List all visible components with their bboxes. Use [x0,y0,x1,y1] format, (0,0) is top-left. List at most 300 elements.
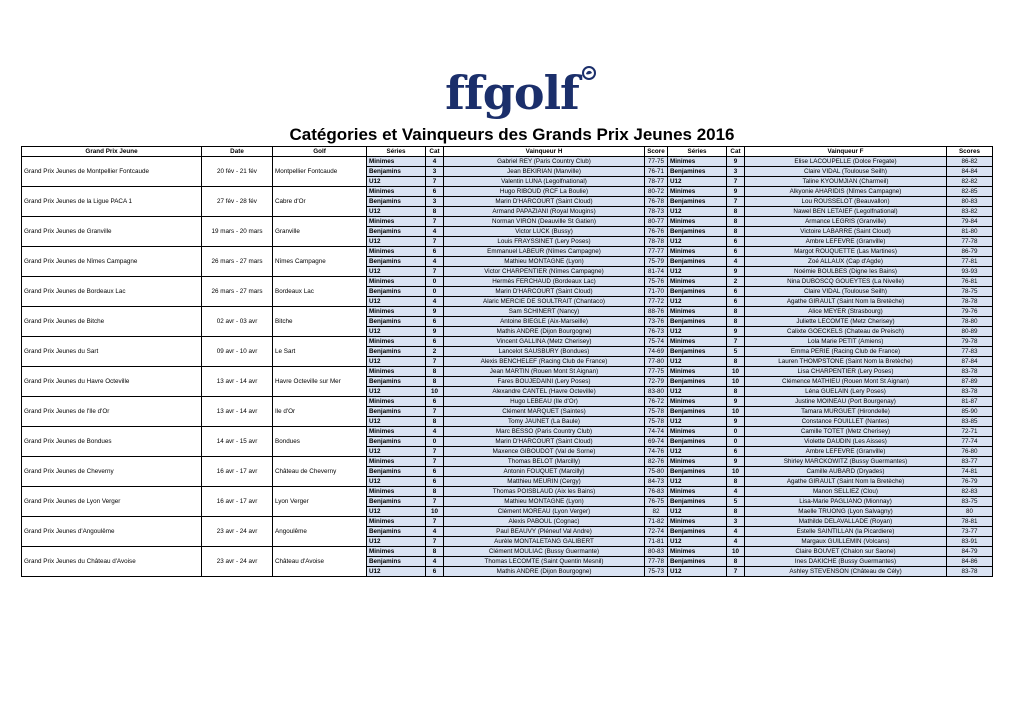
cat-h: 6 [426,397,444,407]
series-h: Minimes [367,397,426,407]
cat-f: 6 [727,297,745,307]
cat-h: 4 [426,257,444,267]
winner-h: Paul BEAUVY (Pléneuf Val Andre) [444,527,645,537]
series-h: U12 [367,447,426,457]
winner-h: Marc BESSO (Paris Country Club) [444,427,645,437]
series-f: Minimes [668,547,727,557]
event-date: 19 mars - 20 mars [202,217,273,247]
winner-f: Lou ROUSSELOT (Beauvallon) [745,197,947,207]
grand-prix-name: Grand Prix Jeunes du Sart [22,337,202,367]
cat-h: 4 [426,157,444,167]
header-cell: Vainqueur H [444,147,645,157]
series-f: U12 [668,387,727,397]
golf-course: Ile d'Or [273,397,367,427]
winner-f: Noémie BOULBES (Digne les Bains) [745,267,947,277]
score-h: 78-73 [645,207,668,217]
score-f: 82-82 [947,177,993,187]
score-h: 76-71 [645,167,668,177]
score-h: 77-80 [645,357,668,367]
winner-f: Mathilde DELAVALLADE (Royan) [745,517,947,527]
grand-prix-name: Grand Prix Jeunes du Havre Octeville [22,367,202,397]
score-f: 83-85 [947,417,993,427]
winner-h: Hugo LEBEAU (Ile d'Or) [444,397,645,407]
event-date: 13 avr - 14 avr [202,367,273,397]
score-f: 85-90 [947,407,993,417]
cat-h: 7 [426,457,444,467]
cat-h: 7 [426,177,444,187]
cat-f: 10 [727,377,745,387]
golf-course: Château de Cheverny [273,457,367,487]
series-h: Benjamins [367,527,426,537]
winner-f: Constance FOUILLET (Nantes) [745,417,947,427]
score-h: 72-79 [645,377,668,387]
winner-f: Manon SELLIEZ (Clou) [745,487,947,497]
score-h: 75-76 [645,277,668,287]
series-f: Benjamines [668,527,727,537]
golf-course: Bondues [273,427,367,457]
series-h: Minimes [367,517,426,527]
golf-course: Havre Octeville sur Mer [273,367,367,397]
cat-h: 7 [426,237,444,247]
series-f: U12 [668,207,727,217]
winner-h: Maxence GIBOUDOT (Val de Sorne) [444,447,645,457]
winner-h: Gabriel REY (Paris Country Club) [444,157,645,167]
cat-f: 0 [727,437,745,447]
score-f: 76-80 [947,447,993,457]
event-date: 13 avr - 14 avr [202,397,273,427]
cat-f: 4 [727,257,745,267]
series-h: Benjamins [367,317,426,327]
cat-f: 3 [727,517,745,527]
series-f: U12 [668,297,727,307]
series-h: U12 [367,417,426,427]
cat-f: 7 [727,197,745,207]
series-f: Benjamines [668,437,727,447]
event-date: 27 fév - 28 fév [202,187,273,217]
event-date: 26 mars - 27 mars [202,247,273,277]
series-f: Minimes [668,367,727,377]
winner-f: Lisa-Marie PAGLIANO (Mionnay) [745,497,947,507]
cat-f: 5 [727,497,745,507]
series-f: U12 [668,177,727,187]
winner-f: Ambre LEFEVRE (Granville) [745,447,947,457]
series-f: Minimes [668,457,727,467]
score-h: 77-78 [645,557,668,567]
winner-f: Agathe GIRAULT (Saint Nom la Bretèche) [745,477,947,487]
table-row [22,277,993,287]
series-f: Benjamines [668,257,727,267]
cat-h: 7 [426,537,444,547]
table-row [22,547,993,557]
winner-f: Camille TOTET (Metz Cherisey) [745,427,947,437]
series-f: U12 [668,537,727,547]
winner-h: Thomas POISBLAUD (Aix les Bains) [444,487,645,497]
series-h: Benjamins [367,227,426,237]
series-h: Benjamins [367,347,426,357]
golf-course: Bitche [273,307,367,337]
score-h: 76-83 [645,487,668,497]
score-h: 75-78 [645,417,668,427]
score-h: 76-78 [645,197,668,207]
score-f: 83-78 [947,387,993,397]
event-date: 23 avr - 24 avr [202,547,273,577]
series-h: Minimes [367,547,426,557]
cat-f: 10 [727,547,745,557]
cat-f: 8 [727,507,745,517]
winner-f: Tamara MURGUET (Hirondelle) [745,407,947,417]
logo-leaf-icon [581,65,597,81]
series-f: Benjamines [668,377,727,387]
cat-h: 8 [426,207,444,217]
series-h: Minimes [367,277,426,287]
winner-f: Agathe GIRAULT (Saint Nom la Bretèche) [745,297,947,307]
winner-h: Thomas BELOT (Marcilly) [444,457,645,467]
score-h: 73-76 [645,317,668,327]
series-h: Benjamins [367,557,426,567]
winner-h: Sam SCHINERT (Nancy) [444,307,645,317]
winner-h: Vincent GALLINA (Metz Cherisey) [444,337,645,347]
cat-h: 8 [426,547,444,557]
cat-h: 6 [426,337,444,347]
series-f: Minimes [668,277,727,287]
header-cell: Score [645,147,668,157]
header-cell: Séries [367,147,426,157]
score-f: 83-91 [947,537,993,547]
golf-course: Le Sart [273,337,367,367]
cat-f: 8 [727,307,745,317]
cat-f: 5 [727,347,745,357]
score-f: 87-84 [947,357,993,367]
cat-h: 6 [426,247,444,257]
score-f: 76-79 [947,477,993,487]
winner-h: Alexis PABOUL (Cognac) [444,517,645,527]
score-f: 82-85 [947,187,993,197]
cat-h: 3 [426,197,444,207]
winner-h: Clément MOREAU (Lyon Verger) [444,507,645,517]
series-f: Minimes [668,427,727,437]
score-h: 71-70 [645,287,668,297]
winner-f: Calixte GOECKELS (Chateau de Preisch) [745,327,947,337]
series-h: Minimes [367,187,426,197]
cat-f: 9 [727,327,745,337]
cat-f: 8 [727,217,745,227]
header-cell: Golf [273,147,367,157]
winner-f: Alice MEYER (Strasbourg) [745,307,947,317]
winner-f: Maelle TRUONG (Lyon Salvagny) [745,507,947,517]
series-f: U12 [668,357,727,367]
score-f: 84-84 [947,167,993,177]
score-h: 77-77 [645,247,668,257]
winner-f: Nina DUBOSCQ GOUEYTES (La Nivelle) [745,277,947,287]
score-h: 75-74 [645,337,668,347]
score-f: 83-78 [947,367,993,377]
winner-f: Camille AUBARD (Dryades) [745,467,947,477]
score-f: 74-81 [947,467,993,477]
cat-f: 4 [727,487,745,497]
results-table [21,146,993,577]
series-h: Minimes [367,157,426,167]
score-h: 80-83 [645,547,668,557]
winner-f: Claire BOUVET (Chalon sur Saone) [745,547,947,557]
cat-h: 6 [426,477,444,487]
golf-course: Montpellier Fontcaude [273,157,367,187]
cat-h: 4 [426,527,444,537]
winner-f: Lauren THOMPSTONE (Saint Nom la Bretèche) [745,357,947,367]
cat-f: 6 [727,247,745,257]
event-date: 16 avr - 17 avr [202,487,273,517]
score-h: 76-73 [645,327,668,337]
winner-h: Victor LUCK (Bussy) [444,227,645,237]
score-h: 74-76 [645,447,668,457]
score-h: 84-73 [645,477,668,487]
winner-h: Alaric MERCIE DE SOULTRAIT (Chantaco) [444,297,645,307]
cat-h: 6 [426,187,444,197]
winner-h: Clément MARQUET (Saintes) [444,407,645,417]
golf-course: Cabre d'Or [273,187,367,217]
winner-f: Claire VIDAL (Toulouse Seilh) [745,287,947,297]
series-h: Benjamins [367,407,426,417]
series-f: Benjamines [668,467,727,477]
series-h: U12 [367,267,426,277]
series-f: Minimes [668,487,727,497]
winner-h: Antoine BIEGLE (Aix-Marseille) [444,317,645,327]
cat-h: 10 [426,387,444,397]
score-h: 72-74 [645,527,668,537]
ffgolf-logo [0,67,1024,123]
cat-f: 7 [727,337,745,347]
grand-prix-name: Grand Prix Jeunes de Lyon Verger [22,487,202,517]
winner-h: Marin D'HARCOURT (Saint Cloud) [444,197,645,207]
winner-h: Alexis BENCHELEF (Racing Club de France) [444,357,645,367]
cat-f: 2 [727,277,745,287]
winner-f: Juliette LECOMTE (Metz Cherisey) [745,317,947,327]
winner-h: Valentin LUNA (Legolfnational) [444,177,645,187]
cat-f: 8 [727,357,745,367]
winner-f: Estelle SAINTILLAN (la Picardiere) [745,527,947,537]
score-f: 77-74 [947,437,993,447]
table-row [22,457,993,467]
winner-h: Mathis ANDRE (Dijon Bourgogne) [444,567,645,577]
winner-f: Ashley STEVENSON (Château de Cély) [745,567,947,577]
score-f: 80-83 [947,197,993,207]
header-cell: Vainqueur F [745,147,947,157]
cat-f: 7 [727,177,745,187]
score-h: 71-82 [645,517,668,527]
event-date: 09 avr - 10 avr [202,337,273,367]
cat-h: 8 [426,487,444,497]
winner-f: Zoé ALLAUX (Cap d'Agde) [745,257,947,267]
series-f: U12 [668,327,727,337]
cat-f: 8 [727,387,745,397]
golf-course: Nîmes Campagne [273,247,367,277]
series-f: U12 [668,567,727,577]
series-f: Benjamines [668,227,727,237]
series-f: U12 [668,477,727,487]
score-f: 81-87 [947,397,993,407]
cat-f: 10 [727,367,745,377]
winner-f: Taline KYOUMJIAN (Charmeil) [745,177,947,187]
series-f: U12 [668,237,727,247]
score-h: 82-76 [645,457,668,467]
series-h: Benjamins [367,257,426,267]
series-f: Benjamines [668,497,727,507]
score-h: 88-76 [645,307,668,317]
grand-prix-name: Grand Prix Jeunes de Montpellier Fontcaude [22,157,202,187]
score-h: 78-77 [645,177,668,187]
cat-h: 10 [426,507,444,517]
score-f: 76-81 [947,277,993,287]
winner-f: Alkyonie AHARIDIS (Nîmes Campagne) [745,187,947,197]
winner-h: Marin D'HARCOURT (Saint Cloud) [444,437,645,447]
series-f: U12 [668,417,727,427]
winner-h: Armand PAPAZIANI (Royal Mougins) [444,207,645,217]
winner-h: Victor CHARPENTIER (Nîmes Campagne) [444,267,645,277]
cat-f: 0 [727,427,745,437]
grand-prix-name: Grand Prix Jeunes d'Angoulême [22,517,202,547]
score-f: 77-78 [947,237,993,247]
score-h: 82 [645,507,668,517]
score-f: 87-89 [947,377,993,387]
score-h: 75-78 [645,407,668,417]
series-h: Benjamins [367,167,426,177]
grand-prix-name: Grand Prix Jeunes de Granville [22,217,202,247]
winner-h: Thomas LECOMTE (Saint Quentin Mesnil) [444,557,645,567]
grand-prix-name: Grand Prix Jeunes de Bordeaux Lac [22,277,202,307]
winner-h: Fares BOUJEDAINI (Lery Poses) [444,377,645,387]
score-f: 79-84 [947,217,993,227]
cat-f: 6 [727,237,745,247]
score-f: 84-86 [947,557,993,567]
series-f: Benjamines [668,167,727,177]
score-f: 79-78 [947,337,993,347]
grand-prix-name: Grand Prix Jeunes du Château d'Avoise [22,547,202,577]
header-row [22,147,993,157]
golf-course: Bordeaux Lac [273,277,367,307]
series-h: U12 [367,177,426,187]
table-row [22,187,993,197]
score-f: 81-80 [947,227,993,237]
table-body [22,157,993,577]
grand-prix-name: Grand Prix Jeunes de Nîmes Campagne [22,247,202,277]
table-row [22,397,993,407]
golf-course: Lyon Verger [273,487,367,517]
cat-h: 6 [426,467,444,477]
cat-h: 9 [426,307,444,317]
score-h: 77-75 [645,367,668,377]
score-f: 82-83 [947,487,993,497]
cat-h: 7 [426,267,444,277]
series-h: U12 [367,537,426,547]
winner-f: Lola Marie PETIT (Amiens) [745,337,947,347]
series-f: Benjamines [668,287,727,297]
score-f: 78-75 [947,287,993,297]
series-h: Minimes [367,367,426,377]
cat-f: 8 [727,557,745,567]
score-f: 93-93 [947,267,993,277]
header-cell: Scores [947,147,993,157]
series-h: Minimes [367,427,426,437]
series-h: U12 [367,477,426,487]
table-row [22,157,993,167]
score-h: 76-75 [645,497,668,507]
cat-f: 9 [727,397,745,407]
score-f: 77-83 [947,347,993,357]
winner-f: Ines DAKICHE (Bussy Guermantes) [745,557,947,567]
cat-h: 7 [426,357,444,367]
event-date: 02 avr - 03 avr [202,307,273,337]
winner-h: Mathieu MONTAGNE (Lyon) [444,257,645,267]
winner-h: Matthieu MEURIN (Cergy) [444,477,645,487]
header-cell: Cat [727,147,745,157]
cat-h: 0 [426,437,444,447]
header-cell: Cat [426,147,444,157]
score-f: 83-77 [947,457,993,467]
event-date: 20 fév - 21 fév [202,157,273,187]
score-f: 86-79 [947,247,993,257]
golf-course: Château d'Avoise [273,547,367,577]
grand-prix-name: Grand Prix Jeunes de la Ligue PACA 1 [22,187,202,217]
series-f: Benjamines [668,197,727,207]
score-h: 76-76 [645,227,668,237]
cat-f: 9 [727,187,745,197]
winner-h: Alexandre CANTEL (Havre Octeville) [444,387,645,397]
cat-f: 8 [727,227,745,237]
score-h: 75-73 [645,567,668,577]
cat-h: 4 [426,227,444,237]
series-h: U12 [367,387,426,397]
cat-h: 8 [426,367,444,377]
series-h: Minimes [367,487,426,497]
cat-h: 4 [426,557,444,567]
series-f: U12 [668,507,727,517]
score-h: 74-74 [645,427,668,437]
cat-h: 6 [426,317,444,327]
golf-course: Angoulême [273,517,367,547]
winner-h: Hugo RIBOUD (RCF La Boulie) [444,187,645,197]
table-row [22,307,993,317]
series-h: U12 [367,507,426,517]
score-h: 77-75 [645,157,668,167]
winner-f: Clémence MATHIEU (Rouen Mont St Aignan) [745,377,947,387]
score-h: 81-74 [645,267,668,277]
score-f: 83-78 [947,567,993,577]
cat-f: 10 [727,467,745,477]
grand-prix-name: Grand Prix Jeunes de l'Ile d'Or [22,397,202,427]
score-f: 78-78 [947,297,993,307]
cat-h: 0 [426,287,444,297]
table-row [22,337,993,347]
winner-f: Léna GUELAIN (Lery Poses) [745,387,947,397]
cat-f: 8 [727,207,745,217]
score-f: 78-81 [947,517,993,527]
series-f: Benjamines [668,317,727,327]
winner-h: Marin D'HARCOURT (Saint Cloud) [444,287,645,297]
winner-h: Antonin FOUQUET (Marcilly) [444,467,645,477]
cat-h: 8 [426,417,444,427]
table-row [22,487,993,497]
logo-text: ffgolf [445,67,579,119]
series-h: Minimes [367,217,426,227]
cat-h: 7 [426,447,444,457]
winner-f: Violette DAUDIN (Les Aisses) [745,437,947,447]
series-h: Benjamins [367,377,426,387]
winner-f: Margot ROUQUETTE (Las Martines) [745,247,947,257]
winner-h: Mathieu MONTAGNE (Lyon) [444,497,645,507]
winner-f: Emma PERIE (Racing Club de France) [745,347,947,357]
cat-f: 10 [727,407,745,417]
series-h: U12 [367,297,426,307]
winner-f: Shirley MARCKOWITZ (Bussy Guermantes) [745,457,947,467]
